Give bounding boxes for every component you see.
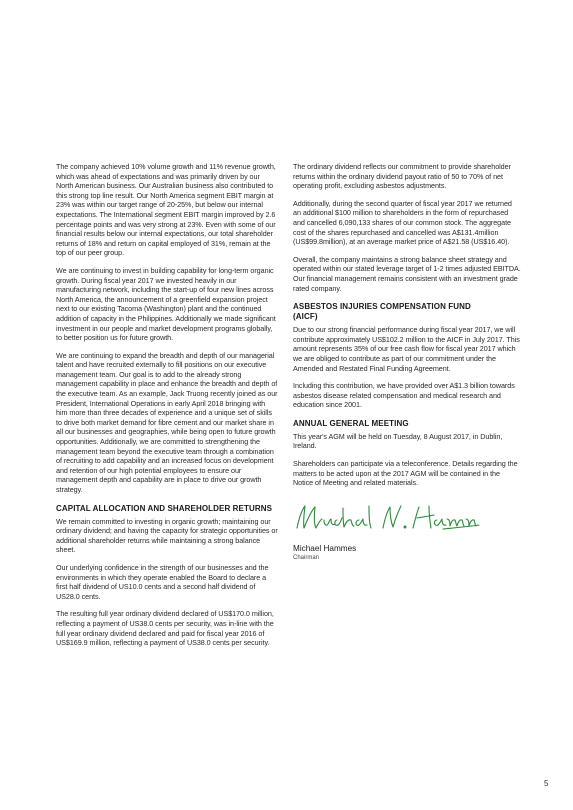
- left-column: [56, 162, 278, 656]
- body-paragraph: We remain committed to investing in organic growth; maintaining our ordinary dividend; and having the capacity for strategic opportunities or additional shareholder returns while maintaining a strong balance sheet.: [56, 516, 278, 555]
- body-paragraph: We are continuing to invest in building capability for long-term organic growth. During fiscal year 2017 we invested heavily in our manufacturing network, including the start-up of four new lines across North America, the announcement of a greenfield expansion project next to our existing Tacoma (Washington) plant and the continued addition of capacity in the Philippines. Additionally we made significant investment in our people and market development programs globally, to better position us for future growth.: [56, 265, 276, 343]
- signer-title: Chairman: [293, 554, 320, 561]
- body-paragraph: We are continuing to expand the breadth and depth of our managerial talent and have recruited externally to fill positions on our executive management team. Our goal is to add to the already strong management capability in place and enhance the breadth and depth of the executive team. As an example, Jack Truong recently joined as our President, International Operations in early April 2018 bringing with him more than three decades of experience and a unique set of skills to drive both market demand for fibre cement and our market share in all our businesses and geographies, while being open to future growth opportunities. Additionally, we are committed to strengthening the management team beyond the executive team through a combination of recruiting to add capability and an increased focus on development and retention of our high potential employees to ensure our management depth and capability are in place to drive our growth strategy.: [56, 350, 278, 494]
- body-paragraph: Overall, the company maintains a strong balance sheet strategy and operated within our stated leverage target of 1-2 times adjusted EBITDA. Our financial management remains consistent with an investment grade rated company.: [293, 254, 521, 293]
- section-heading-capital-allocation: CAPITAL ALLOCATION AND SHAREHOLDER RETURNS: [56, 503, 273, 513]
- section-heading-asbestos: ASBESTOS INJURIES COMPENSATION FUND (AICF): [293, 302, 471, 322]
- body-paragraph: The resulting full year ordinary dividend declared of US$170.0 million, reflecting a payment of US38.0 cents per security, was in-line with the full year ordinary dividend declared and paid for fiscal year 2016 of US$169.9 million, reflecting a payment of US38.0 cents per security.: [56, 609, 274, 648]
- section-heading-agm: ANNUAL GENERAL MEETING: [293, 418, 409, 428]
- body-paragraph: Due to our strong financial performance during fiscal year 2017, we will contribute approximately US$102.2 million to the AICF in July 2017. This amount represents 35% of our free cash flow for fiscal year 2017 which we are obliged to contribute as part of our commitment under the Amended and Restated Final Funding Agreement.: [293, 325, 520, 373]
- page-number: 5: [544, 779, 549, 788]
- signer-name: Michael Hammes: [293, 543, 357, 553]
- right-column: [293, 162, 521, 562]
- signature-image: [293, 498, 483, 538]
- body-paragraph: Including this contribution, we have provided over A$1.3 billion towards asbestos disease related compensation and medical research and education since 2001.: [293, 381, 515, 410]
- body-paragraph: The company achieved 10% volume growth and 11% revenue growth, which was ahead of expectations and was primarily driven by our North American business. Our Australian business also contributed to this strong top line result. Our North America segment EBIT margin at 23% was within our target range of 20-25%, but below our internal expectations. The International segment EBIT margin improved by 2.6 percentage points and was very strong at 23%. Even with some of our financial results below our internal expectations, our total shareholder returns of 18% and return on capital employed of 31%, remain at the top of our peer group.: [56, 162, 276, 258]
- body-paragraph: Additionally, during the second quarter of fiscal year 2017 we returned an additional $100 million to shareholders in the form of repurchased and cancelled 6,090,133 shares of our common stock. The aggregate cost of the shares repurchased and cancelled was A$131.4million (US$99.8million), at an average market price of A$21.58 (US$16.40).: [293, 198, 512, 247]
- body-paragraph: The ordinary dividend reflects our commitment to provide shareholder returns within the ordinary dividend payout ratio of 50 to 70% of net operating profit, excluding asbestos adjustments.: [293, 162, 511, 191]
- body-paragraph: This year's AGM will be held on Tuesday, 8 August 2017, in Dublin, Ireland.: [293, 431, 503, 451]
- body-paragraph: Our underlying confidence in the strength of our businesses and the environments in which they operate enabled the Board to declare a first half dividend of US10.0 cents and a second half dividend of US28.0 cents.: [56, 562, 269, 601]
- body-paragraph: Shareholders can participate via a teleconference. Details regarding the matters to be acted upon at the 2017 AGM will be contained in the Notice of Meeting and related materials.: [293, 459, 518, 488]
